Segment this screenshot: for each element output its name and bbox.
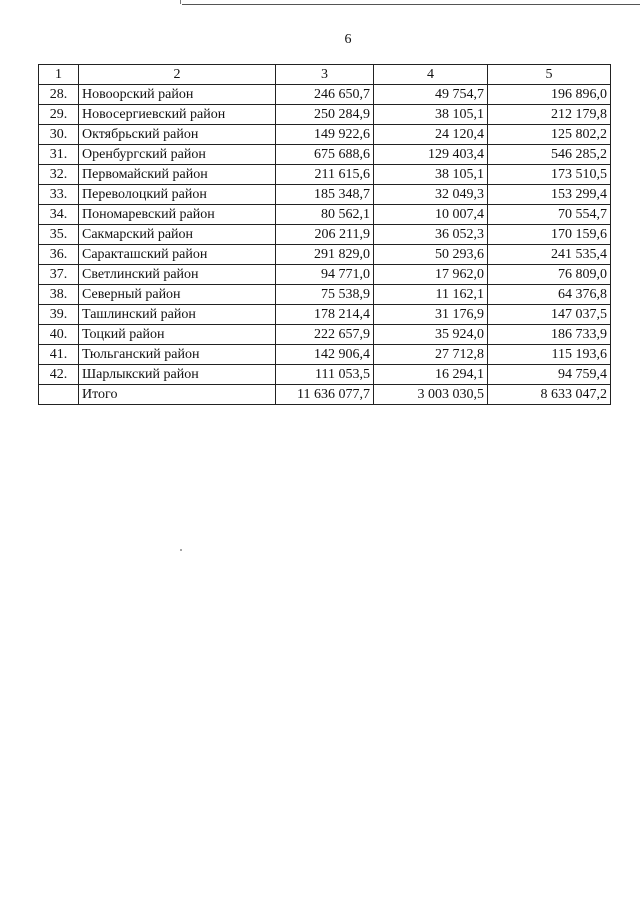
value-col-4: 38 105,1 [374, 105, 488, 125]
value-col-3: 211 615,6 [276, 165, 374, 185]
district-name: Оренбургский район [79, 145, 276, 165]
total-row-number [39, 385, 79, 405]
row-number: 37. [39, 265, 79, 285]
value-col-4: 49 754,7 [374, 85, 488, 105]
total-label: Итого [79, 385, 276, 405]
value-col-4: 31 176,9 [374, 305, 488, 325]
table-body [39, 85, 611, 405]
value-col-3: 206 211,9 [276, 225, 374, 245]
district-name: Сакмарский район [79, 225, 276, 245]
table-row [39, 105, 611, 125]
value-col-5: 212 179,8 [488, 105, 611, 125]
total-col-5: 8 633 047,2 [488, 385, 611, 405]
value-col-5: 147 037,5 [488, 305, 611, 325]
value-col-5: 115 193,6 [488, 345, 611, 365]
row-number: 41. [39, 345, 79, 365]
value-col-5: 241 535,4 [488, 245, 611, 265]
district-name: Тоцкий район [79, 325, 276, 345]
table-row [39, 185, 611, 205]
district-name: Пономаревский район [79, 205, 276, 225]
value-col-3: 94 771,0 [276, 265, 374, 285]
value-col-4: 17 962,0 [374, 265, 488, 285]
district-name: Тюльганский район [79, 345, 276, 365]
value-col-5: 546 285,2 [488, 145, 611, 165]
column-header-4: 4 [374, 65, 488, 85]
value-col-4: 10 007,4 [374, 205, 488, 225]
row-number: 34. [39, 205, 79, 225]
table-total-row [39, 385, 611, 405]
row-number: 28. [39, 85, 79, 105]
row-number: 39. [39, 305, 79, 325]
value-col-3: 246 650,7 [276, 85, 374, 105]
value-col-5: 64 376,8 [488, 285, 611, 305]
district-name: Переволоцкий район [79, 185, 276, 205]
value-col-4: 38 105,1 [374, 165, 488, 185]
value-col-4: 11 162,1 [374, 285, 488, 305]
total-col-4: 3 003 030,5 [374, 385, 488, 405]
value-col-5: 125 802,2 [488, 125, 611, 145]
value-col-3: 291 829,0 [276, 245, 374, 265]
district-name: Саракташский район [79, 245, 276, 265]
row-number: 42. [39, 365, 79, 385]
table-row [39, 345, 611, 365]
value-col-5: 76 809,0 [488, 265, 611, 285]
row-number: 30. [39, 125, 79, 145]
value-col-3: 80 562,1 [276, 205, 374, 225]
column-header-1: 1 [39, 65, 79, 85]
value-col-5: 170 159,6 [488, 225, 611, 245]
page-number: 6 [344, 32, 352, 47]
top-scan-rule [182, 4, 640, 5]
table-row [39, 265, 611, 285]
table-row [39, 125, 611, 145]
value-col-5: 173 510,5 [488, 165, 611, 185]
table-row [39, 205, 611, 225]
value-col-3: 185 348,7 [276, 185, 374, 205]
table-row [39, 245, 611, 265]
table-row [39, 225, 611, 245]
table-header-row [39, 65, 611, 85]
district-name: Новоорский район [79, 85, 276, 105]
value-col-5: 94 759,4 [488, 365, 611, 385]
district-name: Новосергиевский район [79, 105, 276, 125]
row-number: 31. [39, 145, 79, 165]
value-col-4: 32 049,3 [374, 185, 488, 205]
value-col-4: 129 403,4 [374, 145, 488, 165]
row-number: 38. [39, 285, 79, 305]
value-col-3: 111 053,5 [276, 365, 374, 385]
column-header-3: 3 [276, 65, 374, 85]
district-name: Шарлыкский район [79, 365, 276, 385]
district-name: Октябрьский район [79, 125, 276, 145]
row-number: 40. [39, 325, 79, 345]
value-col-4: 16 294,1 [374, 365, 488, 385]
column-header-2: 2 [79, 65, 276, 85]
column-header-5: 5 [488, 65, 611, 85]
value-col-3: 149 922,6 [276, 125, 374, 145]
row-number: 36. [39, 245, 79, 265]
table-row [39, 325, 611, 345]
row-number: 33. [39, 185, 79, 205]
table-row [39, 165, 611, 185]
district-name: Ташлинский район [79, 305, 276, 325]
district-name: Светлинский район [79, 265, 276, 285]
table-row [39, 145, 611, 165]
row-number: 35. [39, 225, 79, 245]
value-col-5: 196 896,0 [488, 85, 611, 105]
value-col-3: 222 657,9 [276, 325, 374, 345]
value-col-3: 142 906,4 [276, 345, 374, 365]
value-col-4: 27 712,8 [374, 345, 488, 365]
value-col-5: 70 554,7 [488, 205, 611, 225]
value-col-4: 36 052,3 [374, 225, 488, 245]
row-number: 32. [39, 165, 79, 185]
value-col-4: 24 120,4 [374, 125, 488, 145]
table-row [39, 365, 611, 385]
scan-mark [180, 0, 181, 4]
value-col-4: 35 924,0 [374, 325, 488, 345]
value-col-3: 250 284,9 [276, 105, 374, 125]
table-row [39, 285, 611, 305]
total-col-3: 11 636 077,7 [276, 385, 374, 405]
district-name: Первомайский район [79, 165, 276, 185]
table-row [39, 85, 611, 105]
table-row [39, 305, 611, 325]
scan-speck [180, 549, 182, 551]
value-col-5: 186 733,9 [488, 325, 611, 345]
data-table [38, 64, 611, 405]
value-col-3: 178 214,4 [276, 305, 374, 325]
district-name: Северный район [79, 285, 276, 305]
value-col-3: 675 688,6 [276, 145, 374, 165]
value-col-4: 50 293,6 [374, 245, 488, 265]
row-number: 29. [39, 105, 79, 125]
value-col-3: 75 538,9 [276, 285, 374, 305]
value-col-5: 153 299,4 [488, 185, 611, 205]
